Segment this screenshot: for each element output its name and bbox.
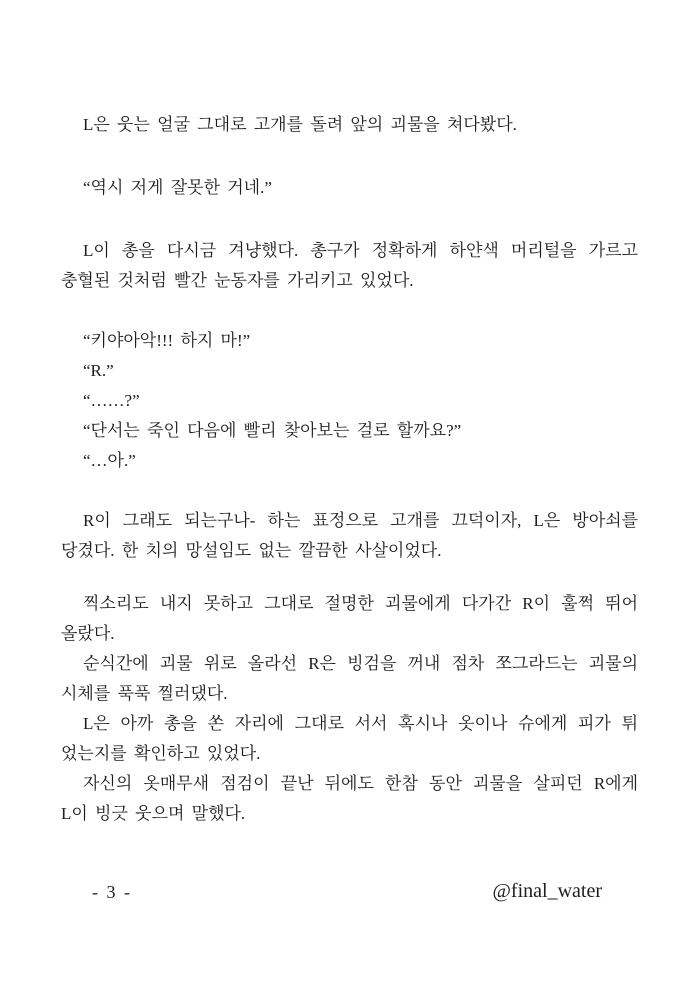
text-line: “R.”	[83, 361, 114, 380]
paragraph	[61, 709, 638, 769]
paragraph	[61, 446, 638, 476]
text-line: “…아.”	[83, 451, 136, 470]
text-line: “키야아악!!! 하지 마!”	[83, 331, 251, 350]
text-line: R이 그래도 되는구나- 하는 표정으로 고개를 끄덕이자, L은 방아쇠를	[83, 511, 638, 530]
text-line: 올랐다.	[61, 624, 115, 643]
paragraph	[61, 173, 638, 203]
text-line: 시체를 푹푹 찔러댔다.	[61, 684, 228, 703]
text-line: 었는지를 확인하고 있었다.	[61, 744, 261, 763]
text-line: L이 총을 다시금 겨냥했다. 총구가 정확하게 하얀색 머리털을 가르고	[83, 241, 638, 260]
text-line: 당겼다. 한 치의 망설임도 없는 깔끔한 사살이었다.	[61, 541, 442, 560]
text-line: L은 아까 총을 쏜 자리에 그대로 서서 혹시나 옷이나 슈에게 피가 튀	[83, 714, 638, 733]
text-line: 충혈된 것처럼 빨간 눈동자를 가리키고 있었다.	[61, 271, 414, 290]
text-line: 순식간에 괴물 위로 올라선 R은 빙검을 꺼내 점차 쪼그라드는 괴물의	[83, 654, 638, 673]
paragraph	[61, 589, 638, 649]
text-line: L이 빙긋 웃으며 말했다.	[61, 804, 246, 823]
novel-text-body	[61, 110, 638, 829]
paragraph	[61, 236, 638, 296]
page-number: - 3 -	[92, 882, 132, 902]
text-line: 자신의 옷매무새 점검이 끝난 뒤에도 한참 동안 괴물을 살피던 R에게	[83, 774, 638, 793]
author-credit: @final_water	[492, 880, 602, 902]
paragraph	[61, 649, 638, 709]
text-line: L은 웃는 얼굴 그대로 고개를 돌려 앞의 괴물을 쳐다봤다.	[83, 115, 517, 134]
text-line: “단서는 죽인 다음에 빨리 찾아보는 걸로 할까요?”	[83, 421, 462, 440]
paragraph	[61, 356, 638, 386]
paragraph	[61, 416, 638, 446]
text-line: “역시 저게 잘못한 거네.”	[83, 178, 272, 197]
paragraph	[61, 110, 638, 140]
paragraph	[61, 326, 638, 356]
paragraph	[61, 769, 638, 829]
paragraph	[61, 506, 638, 566]
text-line: “……?”	[83, 391, 140, 410]
text-line: 찍소리도 내지 못하고 그대로 절명한 괴물에게 다가간 R이 훌쩍 뛰어	[83, 594, 638, 613]
paragraph	[61, 386, 638, 416]
